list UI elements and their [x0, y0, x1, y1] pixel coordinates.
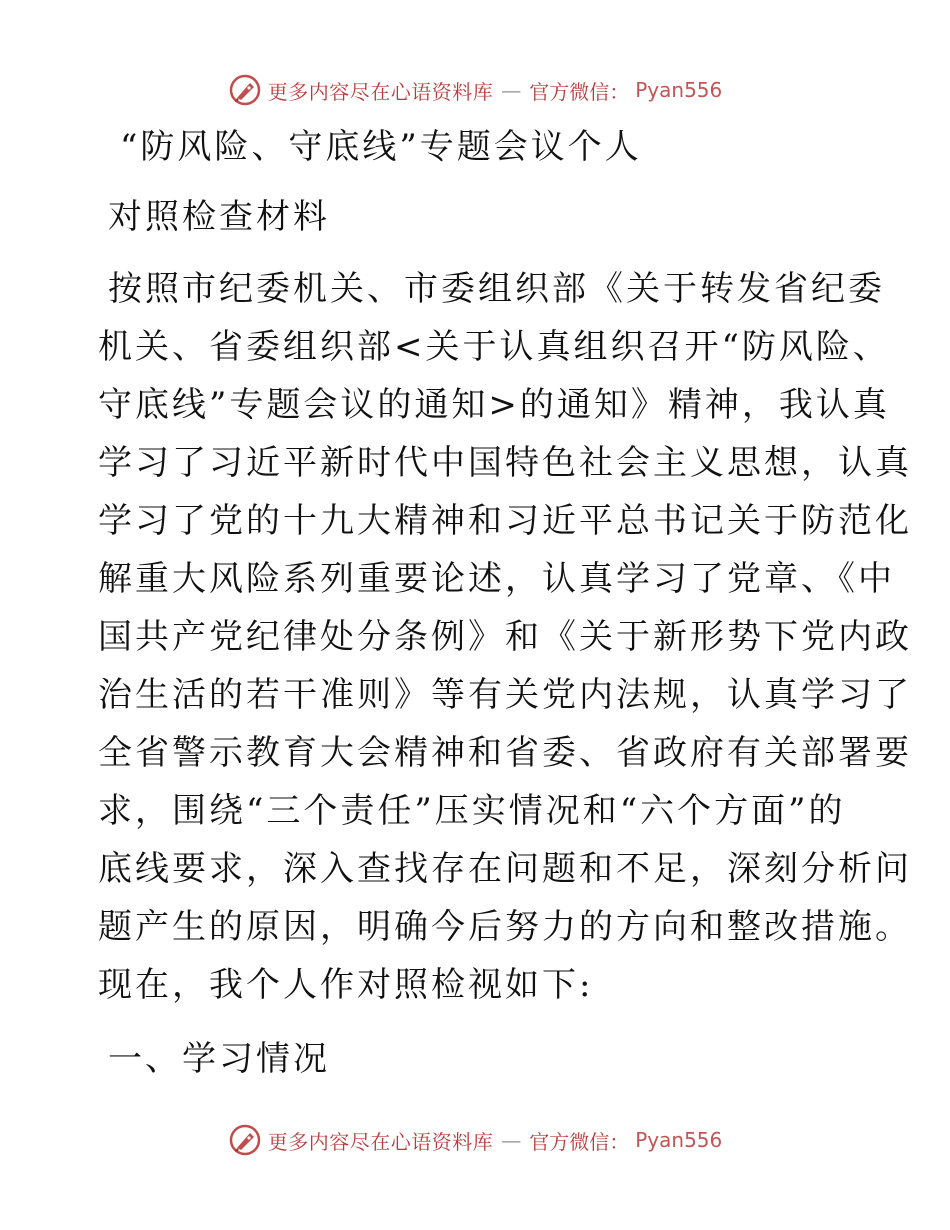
- intro-paragraph: [98, 260, 912, 1014]
- paragraph-line: 机关、省委组织部<关于认真组织召开“防风险、: [98, 327, 890, 367]
- banner-separator: —: [501, 1128, 522, 1152]
- paragraph-line: 学习了党的十九大精神和习近平总书记关于防范化: [98, 501, 912, 541]
- banner-content: [228, 1123, 723, 1157]
- pen-nib-logo-icon: [228, 73, 262, 107]
- paragraph-line: 底线要求，深入查找存在问题和不足，深刻分析问: [98, 849, 912, 889]
- document-title-line-1: “防风险、守底线”专题会议个人: [120, 127, 642, 167]
- banner-wechat-label: 官方微信：: [529, 1129, 630, 1154]
- banner-content: [228, 73, 723, 107]
- banner-wechat-label: 官方微信：: [529, 79, 630, 104]
- banner-wechat-id: Pyan556: [635, 78, 723, 102]
- pen-nib-logo-icon: [228, 1123, 262, 1157]
- document-title-line-2: 对照检查材料: [108, 197, 330, 237]
- document-body: [98, 120, 912, 1088]
- footer-banner: [0, 1120, 950, 1160]
- banner-separator: —: [501, 78, 522, 102]
- paragraph-line: 求，围绕“三个责任”压实情况和“六个方面”的: [98, 791, 846, 831]
- paragraph-line: 治生活的若干准则》等有关党内法规，认真学习了: [98, 675, 912, 715]
- paragraph-line: 解重大风险系列重要论述，认真学习了党章、《中: [98, 559, 895, 599]
- header-banner: [0, 70, 950, 110]
- section-heading: 一、学习情况: [108, 1039, 330, 1079]
- paragraph-line: 国共产党纪律处分条例》和《关于新形势下党内政: [98, 617, 912, 657]
- paragraph-line: 按照市纪委机关、市委组织部《关于转发省纪委: [108, 269, 885, 309]
- paragraph-line: 全省警示教育大会精神和省委、省政府有关部署要: [98, 733, 912, 773]
- paragraph-line: 题产生的原因，明确今后努力的方向和整改措施。: [98, 907, 912, 947]
- paragraph-line: 守底线”专题会议的通知>的通知》精神，我认真: [98, 385, 890, 425]
- paragraph-line: 现在，我个人作对照检视如下:: [98, 965, 594, 1005]
- banner-wechat-id: Pyan556: [635, 1128, 723, 1152]
- paragraph-line: 学习了习近平新时代中国特色社会主义思想，认真: [98, 443, 912, 483]
- banner-main-text: 更多内容尽在心语资料库: [267, 79, 494, 104]
- banner-main-text: 更多内容尽在心语资料库: [267, 1129, 494, 1154]
